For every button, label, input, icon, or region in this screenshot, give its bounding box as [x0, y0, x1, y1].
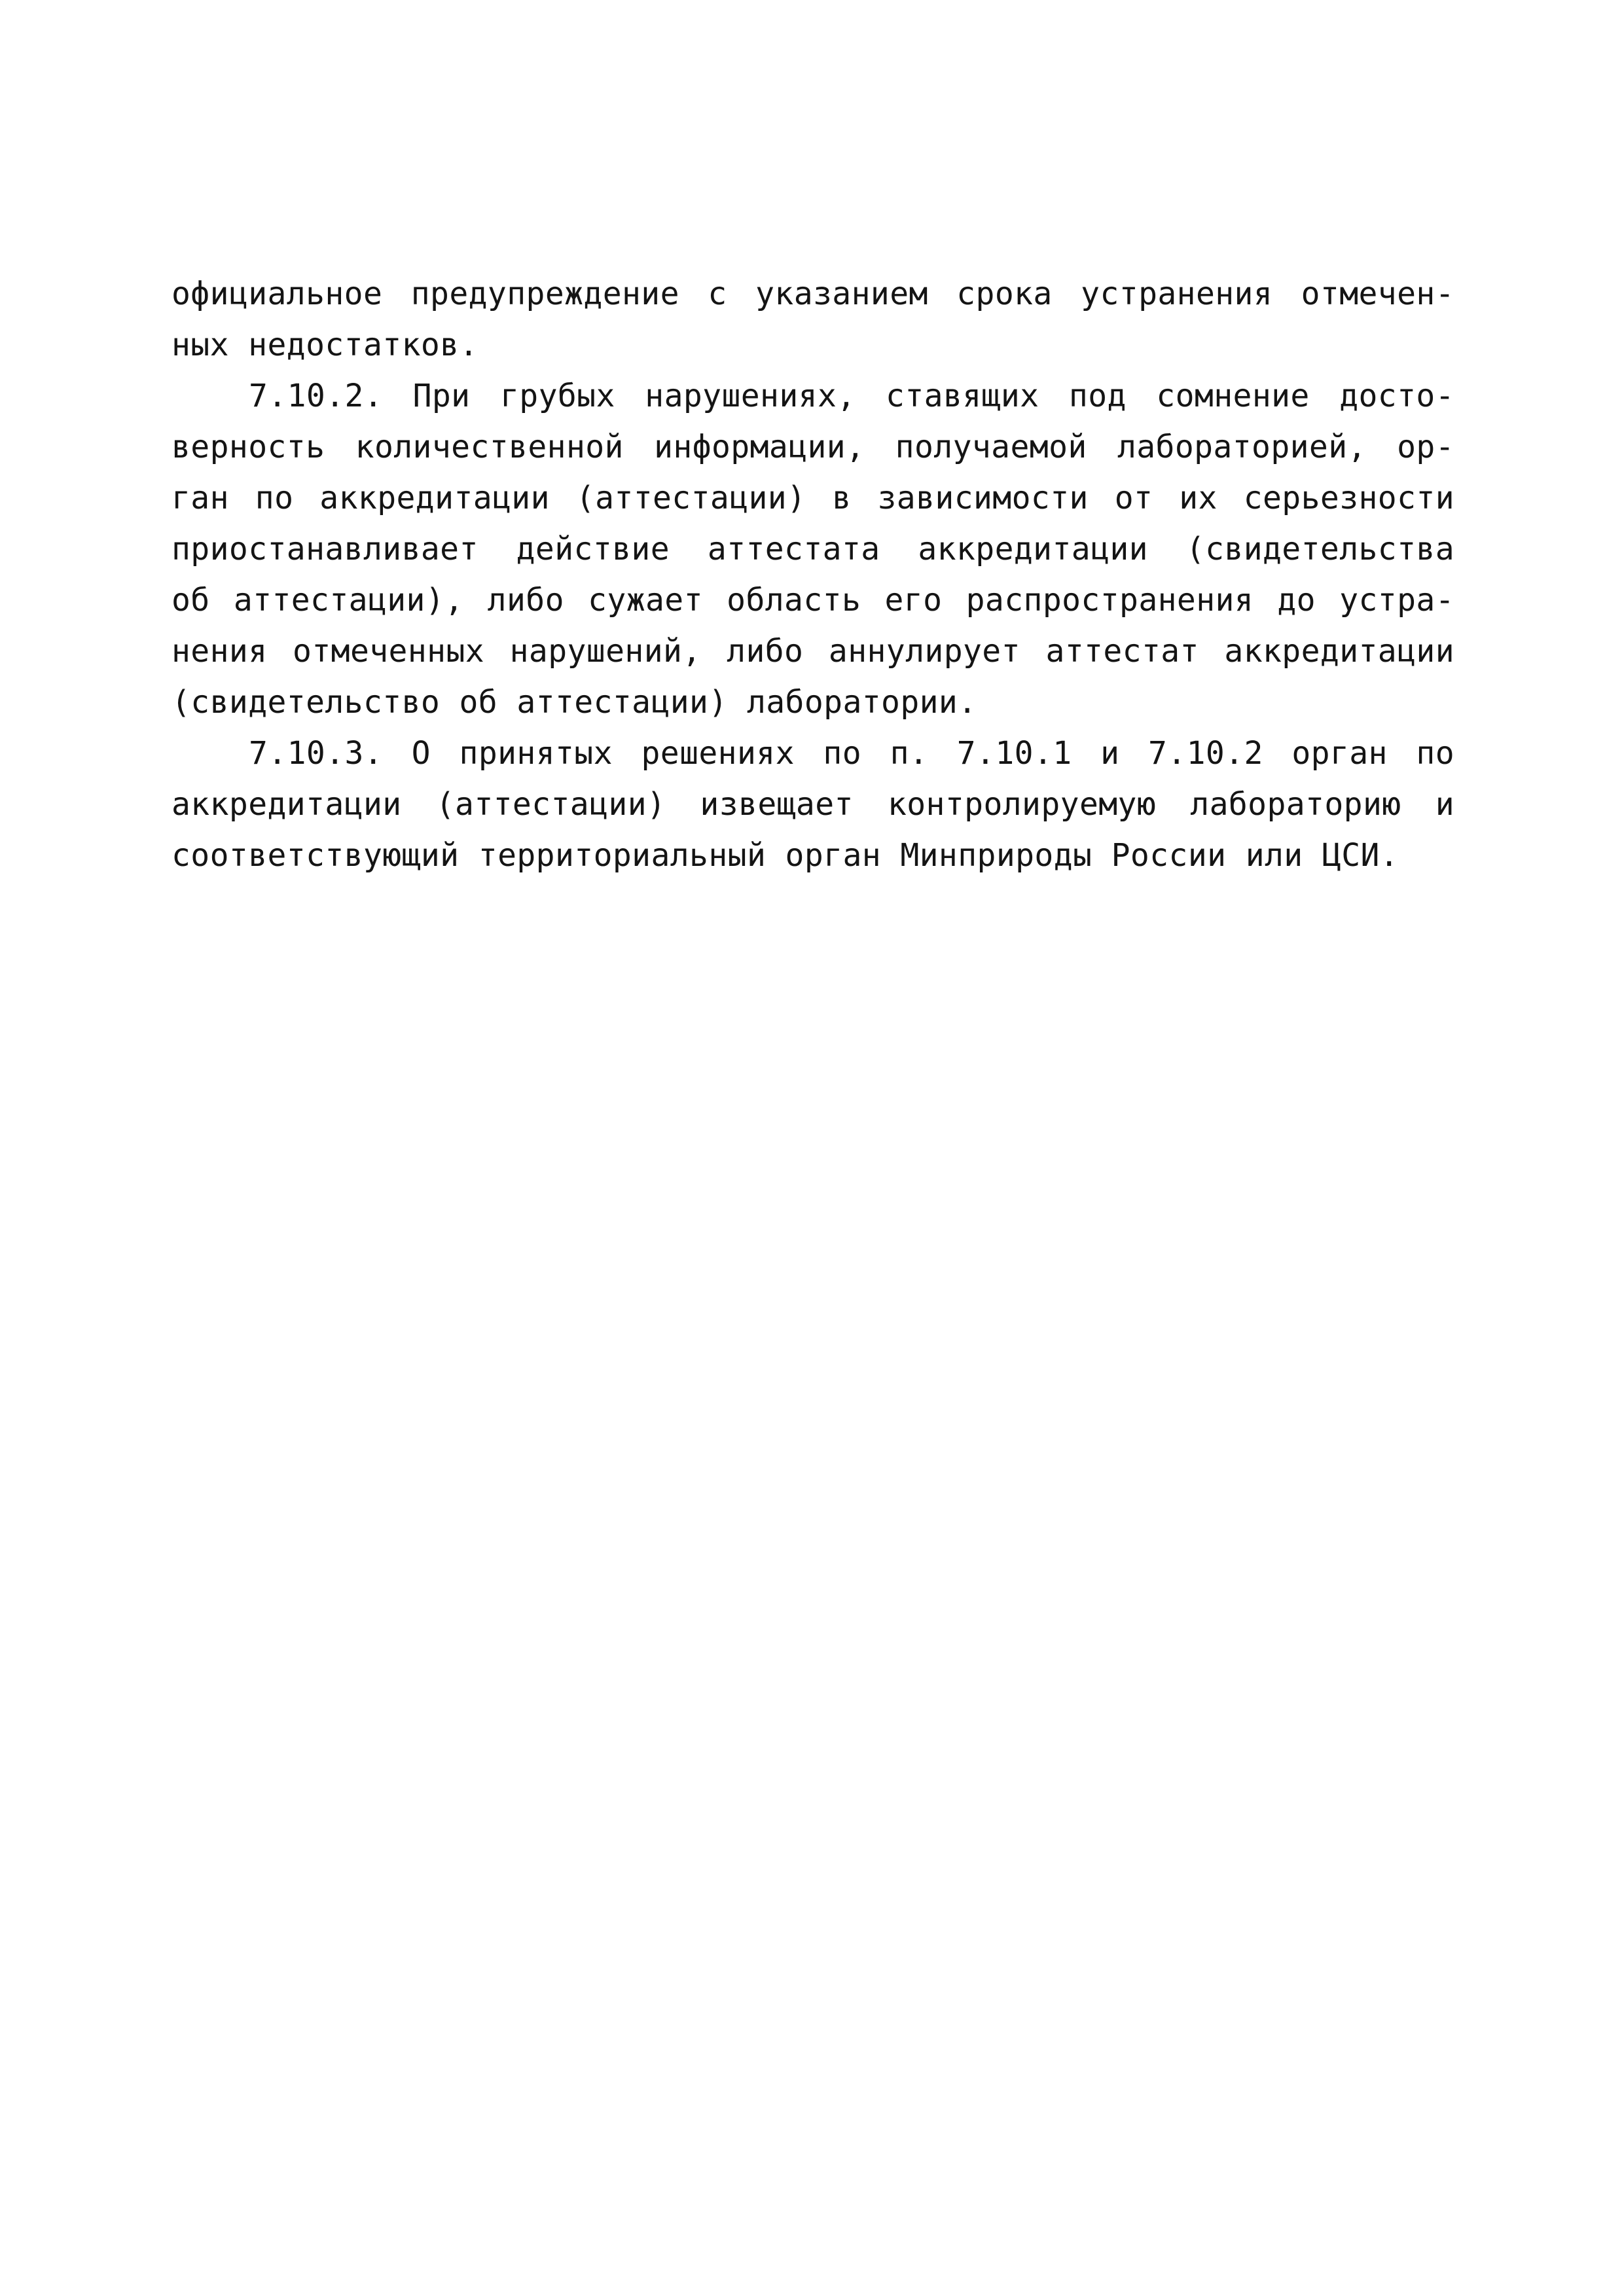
text-line: 7.10.3. О принятых решениях по п. 7.10.1 и 7.10.2 орган по: [249, 735, 1454, 772]
text-line: нения отмеченных нарушений, либо аннулирует аттестат аккредитации: [171, 633, 1454, 670]
text-line: аккредитации (аттестации) извещает контролируемую лабораторию и: [171, 786, 1454, 823]
text-line: 7.10.2. При грубых нарушениях, ставящих под сомнение досто-: [249, 378, 1454, 414]
text-line: об аттестации), либо сужает область его распространения до устра-: [171, 582, 1454, 619]
text-line: официальное предупреждение с указанием срока устранения отмечен-: [171, 276, 1454, 312]
text-line: соответствующий территориальный орган Минприроды России или ЦСИ.: [171, 837, 1399, 874]
text-line: приостанавливает действие аттестата аккредитации (свидетельства: [171, 531, 1454, 567]
text-line: ган по аккредитации (аттестации) в зависимости от их серьезности: [171, 480, 1454, 516]
text-line: верность количественной информации, получаемой лабораторией, ор-: [171, 429, 1454, 465]
document-body: [171, 268, 1454, 881]
paragraph-continuation: [171, 268, 1454, 370]
text-line: ных недостатков.: [171, 327, 478, 363]
paragraph-7-10-3: [171, 728, 1454, 881]
text-line: (свидетельство об аттестации) лаборатории.: [171, 684, 977, 721]
paragraph-7-10-2: [171, 370, 1454, 728]
